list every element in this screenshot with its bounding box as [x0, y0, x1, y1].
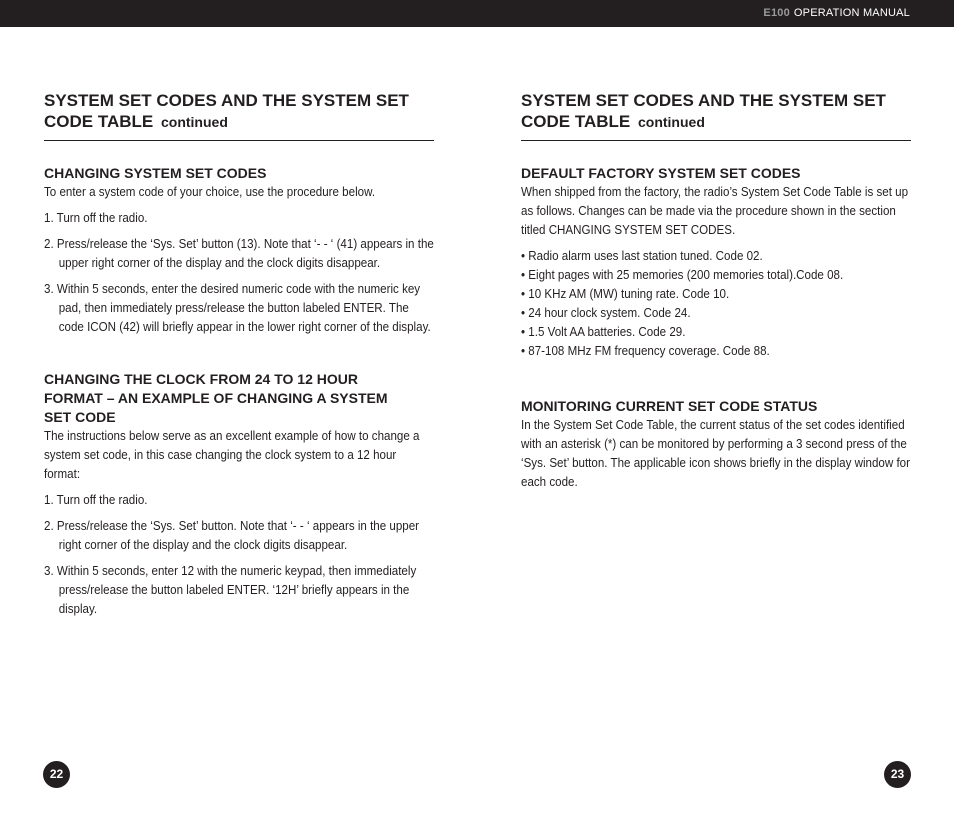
list-item: • Eight pages with 25 memories (200 memories total).Code 08. [521, 268, 844, 282]
section-title: MONITORING CURRENT SET CODE STATUS [521, 398, 818, 414]
heading-line-2: CODE TABLE [521, 112, 631, 131]
right-page-heading [521, 90, 911, 141]
step-3: 3. Within 5 seconds, enter 12 with the numeric keypad, then immediately press/release the button labeled ENTER. ‘12H’ briefly appears in the display. [44, 564, 417, 616]
list-item: • 87-108 MHz FM frequency coverage. Code 88. [521, 344, 770, 358]
section-intro: In the System Set Code Table, the current status of the set codes identified with an asterisk (*) can be monitored by performing a 3 second press of the ‘Sys. Set’ button. The applicable icon shows briefly in the display window for each code. [521, 418, 911, 489]
default-code-list [521, 247, 911, 361]
section-title: CHANGING THE CLOCK FROM 24 TO 12 HOUR FORMAT – AN EXAMPLE OF CHANGING A SYSTEM SET CODE [44, 371, 388, 425]
right-page [521, 90, 911, 499]
page-number-left: 22 [43, 761, 70, 788]
list-item: • Radio alarm uses last station tuned. Code 02. [521, 249, 763, 263]
running-header [763, 7, 910, 19]
section-title: CHANGING SYSTEM SET CODES [44, 165, 267, 181]
list-item: • 1.5 Volt AA batteries. Code 29. [521, 325, 686, 339]
step-1: 1. Turn off the radio. [44, 493, 148, 507]
section-intro: To enter a system code of your choice, use the procedure below. [44, 185, 376, 199]
section-title: DEFAULT FACTORY SYSTEM SET CODES [521, 165, 801, 181]
section-changing-codes [44, 164, 434, 337]
section-intro: When shipped from the factory, the radio’s System Set Code Table is set up as follows. Changes can be made via the procedure shown in the section titled CHANGING SYSTEM SET CODES. [521, 185, 909, 237]
heading-continued: continued [637, 114, 705, 130]
left-page [44, 90, 434, 626]
heading-line-1: SYSTEM SET CODES AND THE SYSTEM SET [521, 91, 886, 110]
section-default-codes [521, 164, 911, 361]
manual-title: OPERATION MANUAL [793, 7, 910, 19]
left-page-heading [44, 90, 434, 141]
section-clock-format [44, 370, 420, 619]
header-bar [0, 0, 954, 27]
step-2: 2. Press/release the ‘Sys. Set’ button (13). Note that ‘- - ‘ (41) appears in the upper right corner of the display and the clock digits disappear. [44, 237, 434, 270]
heading-continued: continued [160, 114, 228, 130]
step-3: 3. Within 5 seconds, enter the desired numeric code with the numeric key pad, then immediately press/release the button labeled ENTER. The code ICON (42) will briefly appear in the lower right corner of the display. [44, 282, 431, 334]
section-monitoring-status [521, 397, 911, 492]
heading-line-1: SYSTEM SET CODES AND THE SYSTEM SET [44, 91, 409, 110]
page-number-right: 23 [884, 761, 911, 788]
step-1: 1. Turn off the radio. [44, 211, 148, 225]
list-item: • 24 hour clock system. Code 24. [521, 306, 691, 320]
step-2: 2. Press/release the ‘Sys. Set’ button. Note that ‘- - ‘ appears in the upper right corner of the display and the clock digits disappear. [44, 519, 420, 552]
section-intro: The instructions below serve as an excellent example of how to change a system set code, in this case changing the clock system to a 12 hour format: [44, 429, 420, 481]
model-name: E100 [763, 7, 790, 19]
heading-line-2: CODE TABLE [44, 112, 154, 131]
list-item: • 10 KHz AM (MW) tuning rate. Code 10. [521, 287, 730, 301]
